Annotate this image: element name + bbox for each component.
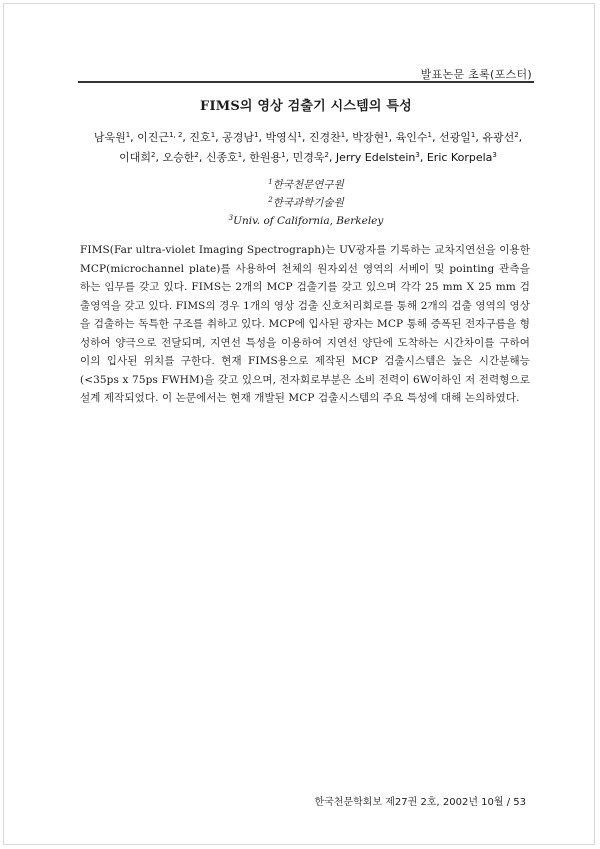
paper-title: FIMS의 영상 검출기 시스템의 특성 bbox=[200, 99, 412, 114]
author: Jerry Edelstein$^3$ bbox=[335, 151, 420, 164]
author: 진호$^1$ bbox=[189, 131, 216, 144]
author: 공경남$^1$ bbox=[222, 131, 259, 144]
affiliation: $^1$한국천문연구원 bbox=[268, 178, 344, 191]
author-list: 남욱원$^1$, 이진근$^{1, 2}$, 진호$^1$, 공경남$^1$, 박영식$^1$, 진경찬$^1$, 박장현$^1$, 육인수$^1$, 선광일$^1$, 유광선$^2$, 이대희$^2$, 오승한$^2$, 신종호$^1$, 한원용$^1$, 민경욱$^2$, Jerry Edelstein$^3$, Eric Korpela$^3$ bbox=[93, 131, 523, 164]
author: 진경찬$^1$ bbox=[308, 131, 346, 144]
author: 이진근$^{1, 2}$ bbox=[137, 131, 183, 144]
section-header-label: 발표논문 초록(포스터) bbox=[420, 68, 532, 81]
author: 선광일$^1$ bbox=[438, 131, 476, 144]
affiliation: $^3$Univ. of California, Berkeley bbox=[228, 214, 384, 227]
page-footer-citation: 한국천문학회보 제27권 2호, 2002년 10월 / 53 bbox=[314, 797, 526, 808]
author: 유광선$^2$ bbox=[482, 131, 519, 144]
abstract-body: FIMS(Far ultra-violet Imaging Spectrograph)는 UV광자를 기록하는 교차지연선을 이용한 MCP(microchannel plate)를 사용하여 천체의 원자외선 영역의 서베이 및 pointing 관측을 하는 임무를 갖고 있다. FIMS는 2개의 MCP 검출기를 갖고 있으며 각각 25 mm X 25 mm 검출영역을 갖고 있다. FIMS의 경우 1개의 영상 검출 신호처리회로를 통해 2개의 검출 영역의 영상을 검출하는 독특한 구조를 취하고 있다. MCP에 입사된 광자는 MCP 통해 증폭된 전자구름을 형성하여 양극으로 전달되며, 지연선 특성을 이용하여 지연선 양단에 도착하는 시간차이를 구하여 이의 입사된 위치를 구한다. 현재 FIMS용으로 제작된 MCP 검출시스템은 높은 시간분해능(<35ps x 75ps FWHM)을 갖고 있으며, 전자회로부분은 소비 전력이 6W이하인 저 전력형으로 설계 제작되었다. 이 논문에서는 현재 개발된 MCP 검출시스템의 주요 특성에 대해 논의하였다. bbox=[80, 244, 530, 404]
author: 육인수$^1$ bbox=[395, 131, 432, 144]
author: 신종호$^1$ bbox=[205, 151, 243, 164]
author: Eric Korpela$^3$ bbox=[426, 151, 497, 164]
author: 한원용$^1$ bbox=[249, 151, 286, 164]
affiliation: $^2$한국과학기술원 bbox=[268, 196, 344, 209]
author: 박영식$^1$ bbox=[265, 131, 302, 144]
author: 민경욱$^2$ bbox=[292, 151, 329, 164]
author: 이대희$^2$ bbox=[119, 151, 156, 164]
author: 남욱원$^1$ bbox=[93, 131, 131, 144]
author: 박장현$^1$ bbox=[352, 131, 389, 144]
author: 오승한$^2$ bbox=[162, 151, 199, 164]
header-divider bbox=[78, 81, 534, 83]
affiliation-list bbox=[78, 176, 534, 230]
